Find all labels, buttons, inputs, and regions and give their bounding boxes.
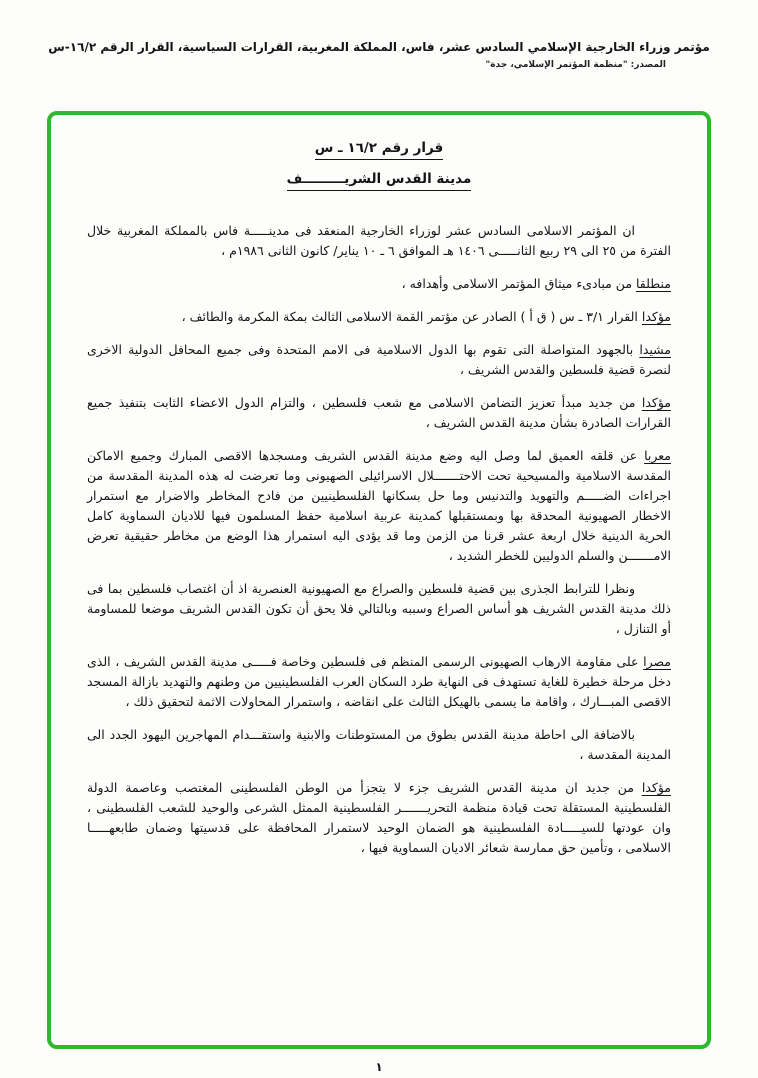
paragraph-lead-word: مؤكدا [641,309,671,324]
document-paragraph: مؤكدا من جديد مبدأ تعزيز التضامن الاسلامى مع شعب فلسطين ، والتزام الدول الاعضاء الثابت بتنفيذ جميع القرارات الصادرة بشأن مدينة القدس الشريف ، [87,395,671,430]
title-block [87,137,671,191]
resolution-title: مدينة القدس الشريـــــــــف [287,171,472,191]
paragraph-lead-word: مؤكدا [641,780,671,795]
document-body [87,221,671,858]
paragraph-lead-word: مؤكدا [641,395,671,410]
document-paragraph: بالاضافة الى احاطة مدينة القدس بطوق من المستوطنات والابنية واستقـــدام المهاجرين اليهود الجدد الى المدينة المقدسة ، [87,727,671,762]
document-paragraph: معربا عن قلقه العميق لما وصل اليه وضع مدينة القدس الشريف ومسجدها الاقصى المبارك وجميع الاماكن المقدسة الاسلامية والمسيحية تحت الاحتـــــــلال الاسرائيلى الصهيونى وما تعرضت له هذه المدينة المقدسة من اجراءات الضـــــم والتهويد والتدنيس وما حل بسكانها الفلسطينيين من فادح المخاطر والاضرار مع استمرار الاخطار الصهيونية المحدقة بها وبمستقبلها كمدينة عربية اسلامية حفظ المسلمون فيها للاديان السماوية كامل الحرية الدينية خلال اربعة عشر قرنا من الزمن وما قد يؤدى اليه استمرار هذا الوضع من مخاطر حقيقية تعرض الامـــــــن والسلم الدوليين للخطر الشديد ، [87,448,671,563]
paragraph-lead-word: معربا [644,448,671,463]
document-paragraph: مؤكدا القرار ٣/١ ـ س ( ق أ ) الصادر عن مؤتمر القمة الاسلامى الثالث بمكة المكرمة والطائف ، [181,309,671,324]
document-paragraph: مشيدا بالجهود المتواصلة التى تقوم بها الدول الاسلامية فى الامم المتحدة وفى جميع المحافل الدولية الاخرى لنصرة قضية فلسطين والقدس الشريف ، [87,342,671,377]
source-line: المصدر: "منظمة المؤتمر الإسلامي، جدة" [485,60,666,70]
document-paragraph: مصرا على مقاومة الارهاب الصهيونى الرسمى المنظم فى فلسطين وخاصة فـــــى مدينة القدس الشريف ، الذى دخل مرحلة خطيرة للغاية تستهدف فى النهاية طرد السكان العرب الفلسطينيين من وطنهم والتهديد بازالة المسجد الاقصى المبـــارك ، واقامة ما يسمى بالهيكل الثالث على انقاضه ، واستمرار المحاولات الاثمة لتحقيق ذلك ، [87,654,671,709]
paragraph-lead-word: منطلقا [636,276,671,291]
document-paragraph: ان المؤتمر الاسلامى السادس عشر لوزراء الخارجية المنعقد فى مدينـــــة فاس بالمملكة المغربية خلال الفترة من ٢٥ الى ٢٩ ربيع الثانـــــى ١٤٠٦ هـ الموافق ٦ ـ ١٠ يناير/ كانون الثانى ١٩٨٦م ، [87,223,671,258]
document-header: مؤتمر وزراء الخارجية الإسلامي السادس عشر، فاس، المملكة المغربية، القرارات السياسية، القرار الرقم ١٦/٢-س [48,40,710,54]
document-paragraph: مؤكدا من جديد ان مدينة القدس الشريف جزء لا يتجزأ من الوطن الفلسطينى المغتصب وعاصمة الدولة الفلسطينية المستقلة تحت قيادة منظمة التحريـــــــر الفلسطينية الممثل الشرعى والوحيد للشعب الفلسطينى ، وان عودتها للسيـــــادة الفلسطينية هو الضمان الوحيد لاستمرار المحافظة على قدسيتها وضمان طابعهـــــا الاسلامى ، وتأمين حق ممارسة شعائر الاديان السماوية فيها ، [87,780,671,855]
resolution-number: قرار رقم ١٦/٢ ـ س [315,140,444,160]
resolution-number-line [87,137,671,160]
resolution-title-line [87,168,671,191]
paragraph-lead-word: مشيدا [639,342,671,357]
paragraph-lead-word: مصرا [643,654,671,669]
page-number: ١ [375,1060,383,1074]
document-paragraph: منطلقا من مبادىء ميثاق المؤتمر الاسلامى وأهدافه ، [401,276,671,291]
green-frame [47,111,711,1049]
document-paragraph: ونظرا للترابط الجذرى بين قضية فلسطين والصراع مع الصهيونية العنصرية اذ أن اغتصاب فلسطين بما فى ذلك مدينة القدس الشريف هو أساس الصراع وسببه وبالتالي فلا يحق أن تكون القدس الشريف موضعا للمساومة أو التنازل ، [87,581,671,636]
